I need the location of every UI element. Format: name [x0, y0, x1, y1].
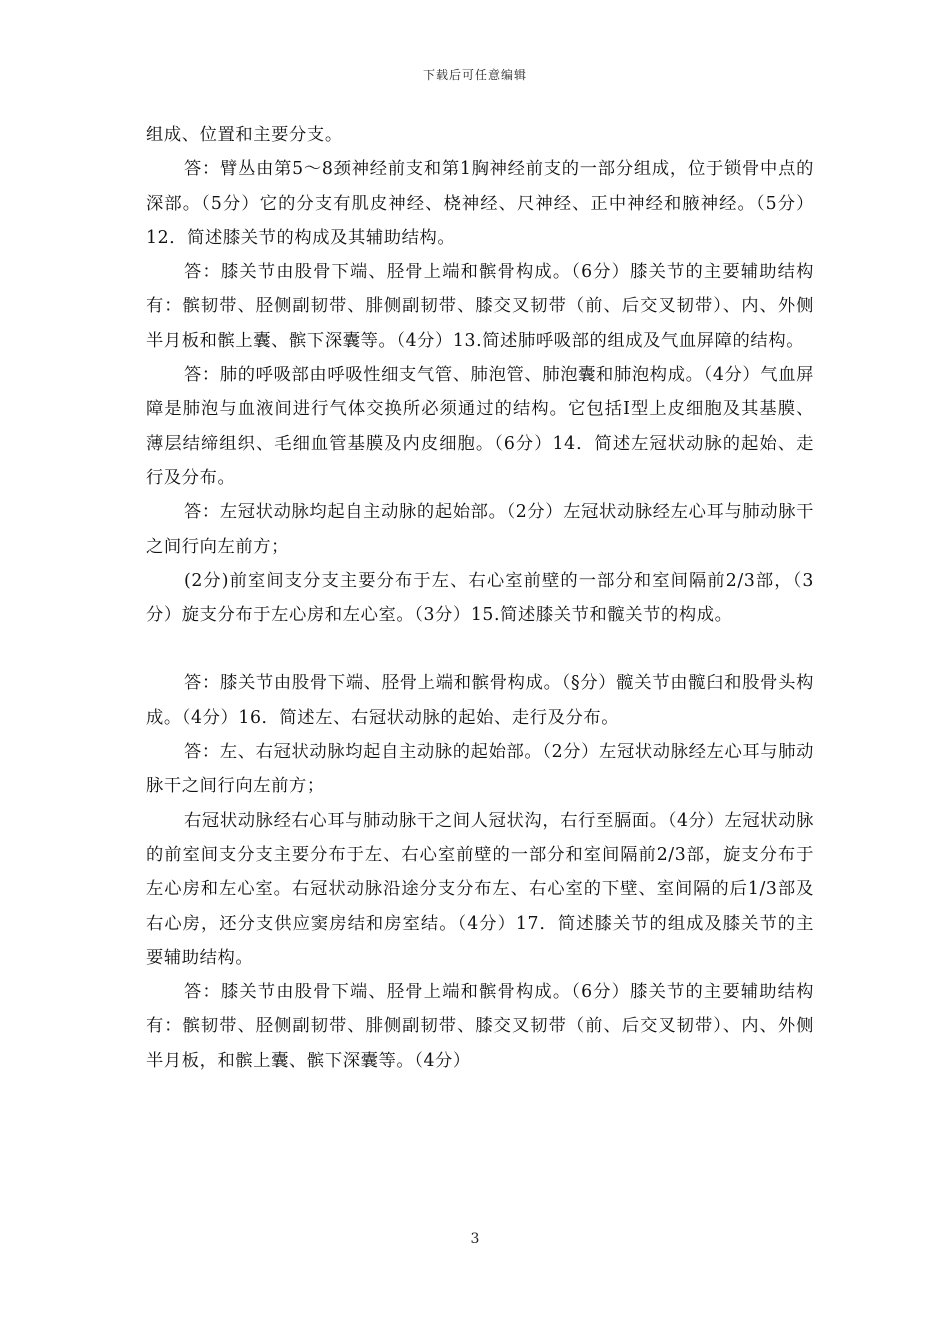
blank-line	[146, 632, 814, 666]
paragraph: 答：左冠状动脉均起自主动脉的起始部。（2分）左冠状动脉经左心耳与肺动脉干之间行向左前方；	[146, 502, 814, 557]
paragraph: 组成、位置和主要分支。	[146, 125, 343, 145]
paragraph: (2分)前室间支分支主要分布于左、右心室前壁的一部分和室间隔前2/3部，（3分）旋支分布于左心房和左心室。（3分）15.简述膝关节和髋关节的构成。	[146, 570, 814, 626]
paragraph: 答：肺的呼吸部由呼吸性细支气管、肺泡管、肺泡囊和肺泡构成。（4分）气血屏障是肺泡与血液间进行气体交换所必须通过的结构。它包括Ⅰ型上皮细胞及其基膜、薄层结缔组织、毛细血管基膜及内皮细胞。（6分）14．简述左冠状动脉的起始、走行及分布。	[146, 365, 814, 488]
page-number: 3	[470, 1231, 480, 1247]
paragraph: 答：膝关节由股骨下端、胫骨上端和髌骨构成。（§分）髋关节由髋臼和股骨头构成。（4分）16．简述左、右冠状动脉的起始、走行及分布。	[146, 673, 814, 728]
document-body	[146, 118, 814, 1078]
paragraph: 右冠状动脉经右心耳与肺动脉干之间人冠状沟，右行至膈面。（4分）左冠状动脉的前室间支分支主要分布于左、右心室前壁的一部分和室间隔前2/3部，旋支分布于左心房和左心室。右冠状动脉沿途分支分布左、右心室的下壁、室间隔的后1/3部及右心房，还分支供应窦房结和房室结。（4分）17．简述膝关节的组成及膝关节的主要辅助结构。	[146, 810, 814, 968]
paragraph: 答：膝关节由股骨下端、胫骨上端和髌骨构成。（6分）膝关节的主要辅助结构有：髌韧带、胫侧副韧带、腓侧副韧带、膝交叉韧带（前、后交叉韧带）、内、外侧半月板和髌上囊、髌下深囊等。（4分）13.简述肺呼吸部的组成及气血屏障的结构。	[146, 262, 814, 351]
paragraph: 答：臂丛由第5～8颈神经前支和第1胸神经前支的一部分组成，位于锁骨中点的深部。（5分）它的分支有肌皮神经、桡神经、尺神经、正中神经和腋神经。（5分）12．简述膝关节的构成及其辅助结构。	[146, 159, 814, 248]
paragraph: 答：膝关节由股骨下端、胫骨上端和髌骨构成。（6分）膝关节的主要辅助结构有：髌韧带、胫侧副韧带、腓侧副韧带、膝交叉韧带（前、后交叉韧带）、内、外侧半月板，和髌上囊、髌下深囊等。（4分）	[146, 982, 814, 1071]
page-header: 下载后可任意编辑	[422, 68, 527, 82]
paragraph: 答：左、右冠状动脉均起自主动脉的起始部。（2分）左冠状动脉经左心耳与肺动脉干之间行向左前方；	[146, 742, 814, 797]
